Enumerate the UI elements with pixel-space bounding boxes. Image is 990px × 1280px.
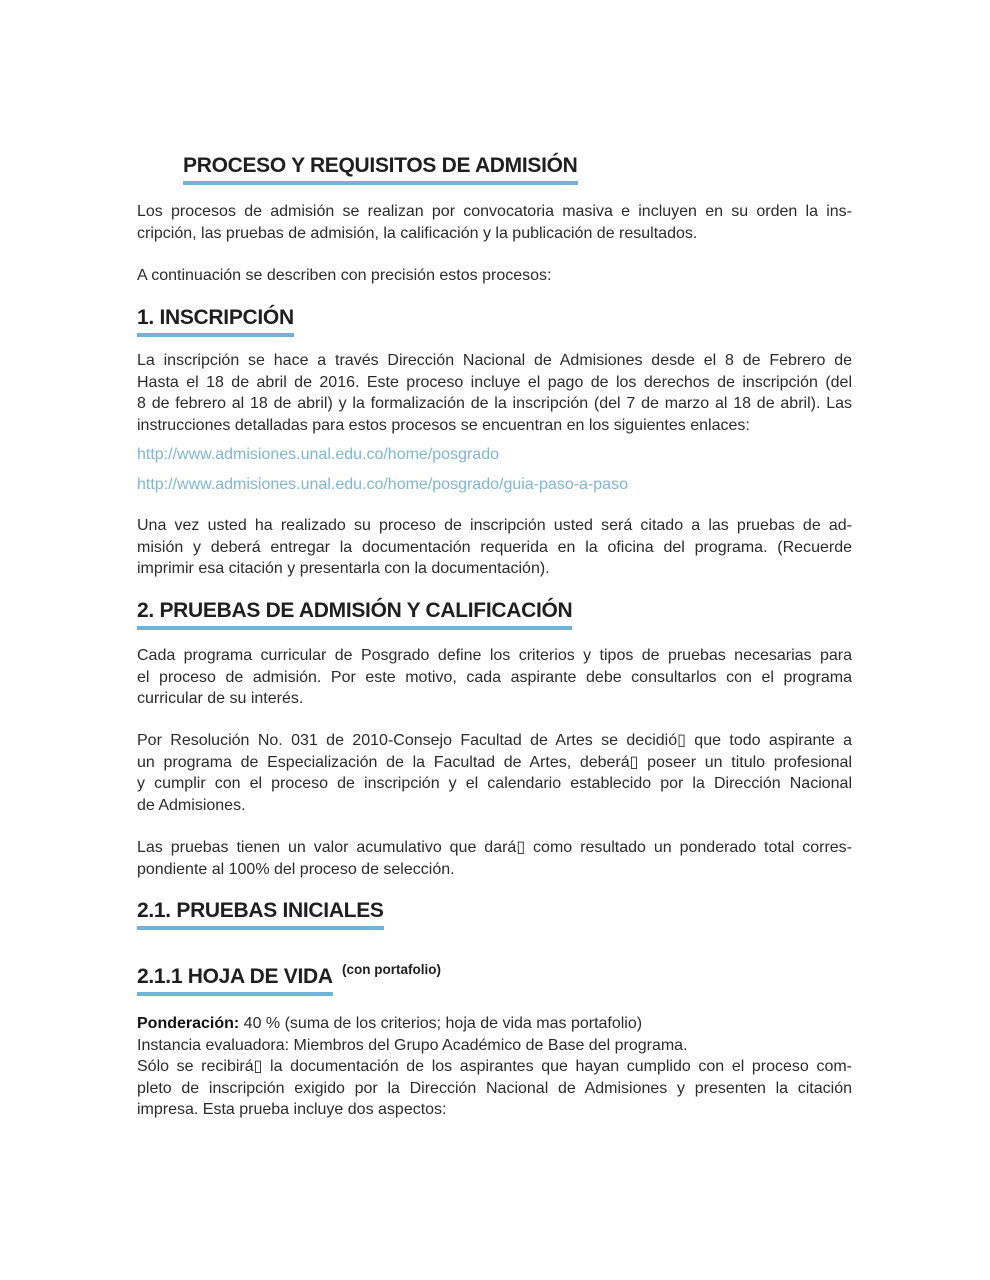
text-line: Una vez usted ha realizado su proceso de inscripción usted será citado a las pruebas de ad- <box>137 517 852 534</box>
text-line: cripción, las pruebas de admisión, la calificación y la publicación de resultados. <box>137 224 698 242</box>
pruebas-paragraph-1 <box>137 645 852 710</box>
intro-paragraph <box>137 201 852 244</box>
link-guia-paso-a-paso[interactable]: http://www.admisiones.unal.edu.co/home/posgrado/guia-paso-a-paso <box>137 476 628 493</box>
text-line: Por Resolución No. 031 de 2010-Consejo Facultad de Artes se decidió▯ que todo aspirante a <box>137 732 852 749</box>
text-line: Cada programa curricular de Posgrado define los criterios y tipos de pruebas necesarias para <box>137 647 852 664</box>
inscripcion-after-paragraph <box>137 515 852 580</box>
page-title: PROCESO Y REQUISITOS DE ADMISIÓN <box>183 153 578 185</box>
text-line: Hasta el 18 de abril de 2016. Este proceso incluye el pago de los derechos de inscripción (del <box>137 373 852 391</box>
link-posgrado[interactable]: http://www.admisiones.unal.edu.co/home/posgrado <box>137 446 499 463</box>
section-heading-hoja-de-vida: 2.1.1 HOJA DE VIDA <box>137 964 333 996</box>
text-line: imprimir esa citación y presentarla con la documentación). <box>137 560 550 577</box>
text-line: pleto de inscripción exigido por la Dirección Nacional de Admisiones y presenten la citación <box>137 1079 852 1097</box>
text-line: un programa de Especialización de la Facultad de Artes, deberá▯ poseer un titulo profesional <box>137 753 852 771</box>
pruebas-paragraph-2 <box>137 730 852 816</box>
text-line: Instancia evaluadora: Miembros del Grupo Académico de Base del programa. <box>137 1036 688 1054</box>
ponderacion-label: Ponderación: <box>137 1015 240 1032</box>
text-line: Sólo se recibirá▯ la documentación de los aspirantes que hayan cumplido con el proceso com- <box>137 1058 852 1075</box>
text-line: Las pruebas tienen un valor acumulativo que dará▯ como resultado un ponderado total corres- <box>137 839 852 856</box>
section-heading-pruebas-iniciales: 2.1. PRUEBAS INICIALES <box>137 898 384 930</box>
pruebas-paragraph-3 <box>137 837 852 880</box>
text-line: instrucciones detalladas para estos procesos se encuentran en los siguientes enlaces: <box>137 416 750 434</box>
heading-note: (con portafolio) <box>342 962 441 977</box>
section-heading-pruebas: 2. PRUEBAS DE ADMISIÓN Y CALIFICACIÓN <box>137 598 572 630</box>
hoja-de-vida-paragraph <box>137 1013 852 1121</box>
text-line: y cumplir con el proceso de inscripción y el calendario establecido por la Dirección Nacional <box>137 775 852 792</box>
ponderacion-value: 40 % (suma de los criterios; hoja de vida mas portafolio) <box>239 1015 643 1032</box>
text-line: impresa. Esta prueba incluye dos aspectos: <box>137 1101 447 1118</box>
text-line: el proceso de admisión. Por este motivo, cada aspirante debe consultarlos con el programa <box>137 668 852 686</box>
text-line: pondiente al 100% del proceso de selección. <box>137 860 455 878</box>
section-heading-inscripcion: 1. INSCRIPCIÓN <box>137 305 294 337</box>
ponderacion-line <box>137 1013 852 1035</box>
text-line: Los procesos de admisión se realizan por convocatoria masiva e incluyen en su orden la ins- <box>137 203 852 220</box>
intro-paragraph-2: A continuación se describen con precisión estos procesos: <box>137 267 552 284</box>
text-line: 8 de febrero al 18 de abril) y la formalización de la inscripción (del 7 de marzo al 18 de abril). Las <box>137 395 852 412</box>
text-line: La inscripción se hace a través Dirección Nacional de Admisiones desde el 8 de Febrero de <box>137 352 852 369</box>
text-line: misión y deberá entregar la documentación requerida en la oficina del programa. (Recuerde <box>137 538 852 556</box>
text-line: curricular de su interés. <box>137 690 304 707</box>
text-line: de Admisiones. <box>137 796 246 814</box>
inscripcion-paragraph <box>137 350 852 436</box>
